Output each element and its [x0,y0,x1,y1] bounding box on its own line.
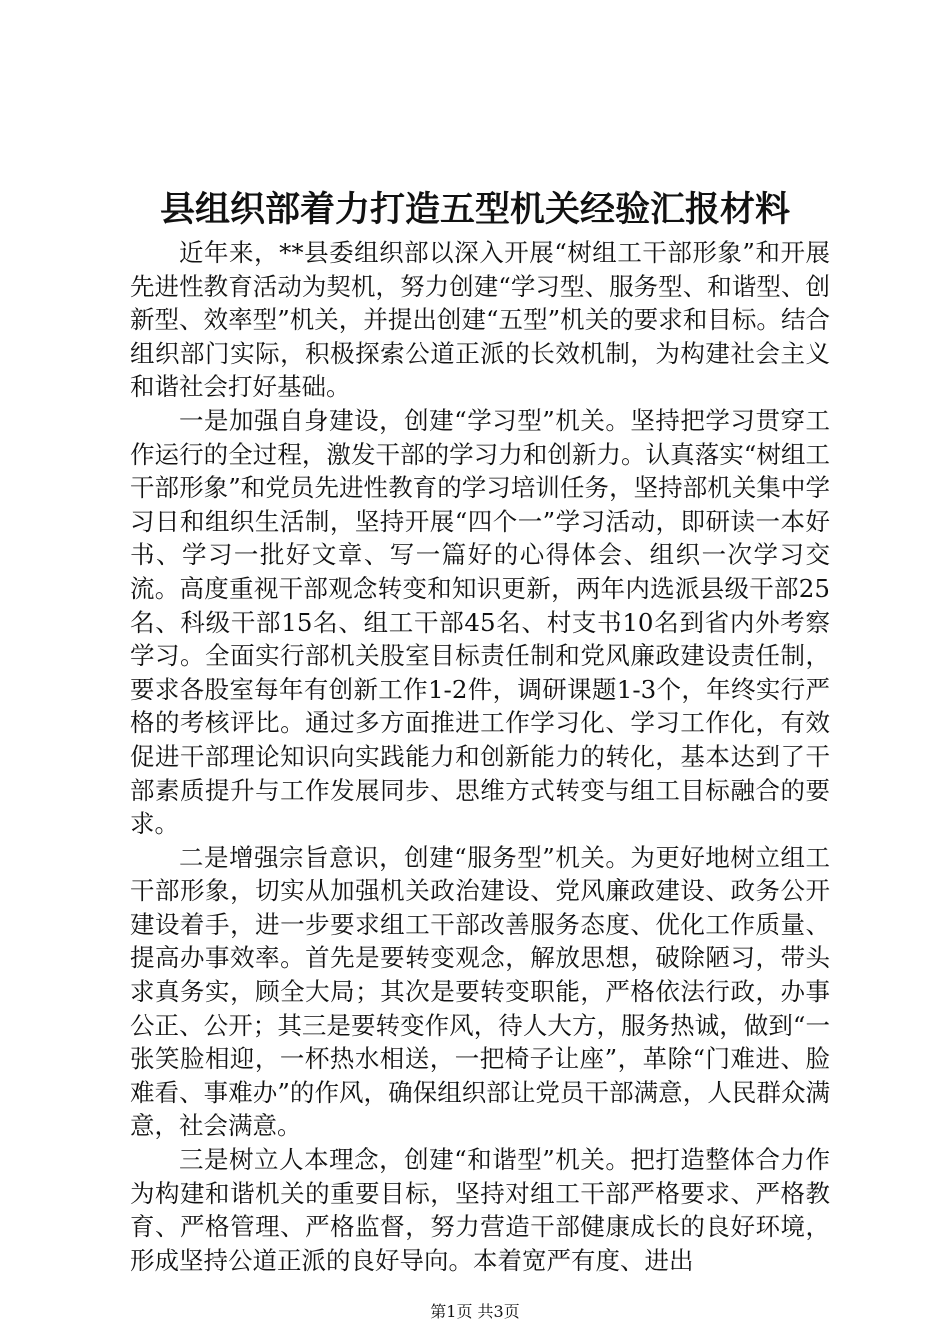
paragraph-learning: 一是加强自身建设，创建“学习型”机关。坚持把学习贯穿工作运行的全过程，激发干部的学习力和创新力。认真落实“树组工干部形象”和党员先进性教育的学习培训任务，坚持部机关集中学习日和组织生活制，坚持开展“四个一”学习活动，即研读一本好书、学习一批好文章、写一篇好的心得体会、组织一次学习交流。高度重视干部观念转变和知识更新，两年内选派县级干部25名、科级干部15名、组工干部45名、村支书10名到省内外考察学习。全面实行部机关股室目标责任制和党风廉政建设责任制，要求各股室每年有创新工作1-2件，调研课题1-3个，年终实行严格的考核评比。通过多方面推进工作学习化、学习工作化，有效促进干部理论知识向实践能力和创新能力的转化，基本达到了干部素质提升与工作发展同步、思维方式转变与组工目标融合的要求。 [130,405,830,839]
paragraph-service: 二是增强宗旨意识，创建“服务型”机关。为更好地树立组工干部形象，切实从加强机关政治建设、党风廉政建设、政务公开建设着手，进一步要求组工干部改善服务态度、优化工作质量、提高办事效率。首先是要转变观念，解放思想，破除陋习，带头求真务实，顾全大局；其次是要转变职能，严格依法行政，办事公正、公开；其三是要转变作风，待人大方，服务热诚，做到“一张笑脸相迎，一杯热水相送，一把椅子让座”，革除“门难进、脸难看、事难办”的作风，确保组织部让党员干部满意，人民群众满意，社会满意。 [130,842,830,1141]
page-indicator: 第1页 共3页 [430,1302,520,1321]
document-title: 县组织部着力打造五型机关经验汇报材料 [159,189,790,230]
paragraph-intro: 近年来，**县委组织部以深入开展“树组工干部形象”和开展先进性教育活动为契机，努力创建“学习型、服务型、和谐型、创新型、效率型”机关，并提出创建“五型”机关的要求和目标。结合组织部门实际，积极探索公道正派的长效机制，为构建社会主义和谐社会打好基础。 [130,238,830,402]
document-body [130,236,830,1277]
paragraph-harmony: 三是树立人本理念，创建“和谐型”机关。把打造整体合力作为构建和谐机关的重要目标，坚持对组工干部严格要求、严格教育、严格管理、严格监督，努力营造干部健康成长的良好环境，形成坚持公道正派的良好导向。本着宽严有度、进出 [130,1145,830,1275]
